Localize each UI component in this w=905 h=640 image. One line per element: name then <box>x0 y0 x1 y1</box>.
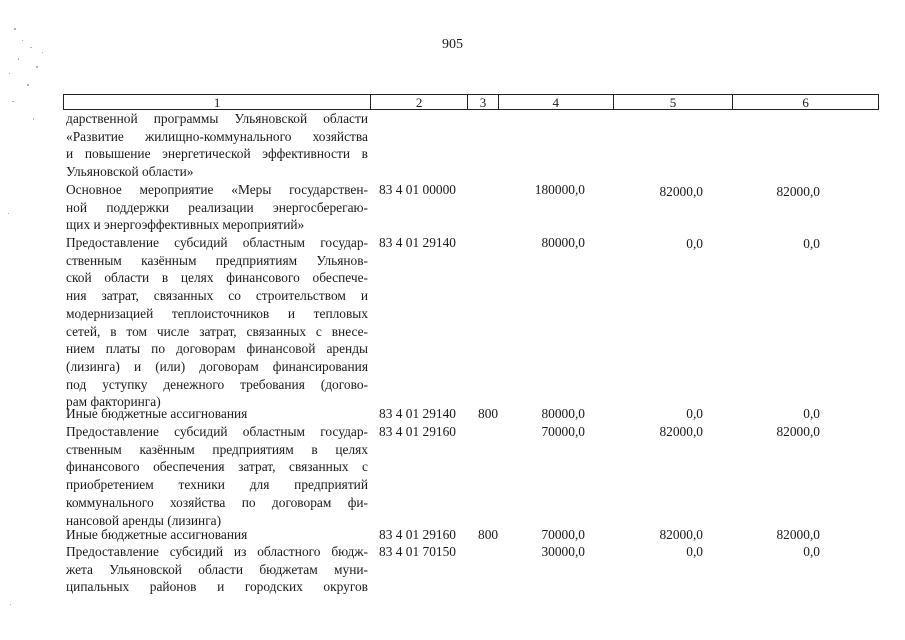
header-col-2: 2 <box>371 95 468 109</box>
description-line: ственным казённым предприятиям Ульянов- <box>66 252 368 268</box>
description-line: щих и энергоэффективных мероприятий» <box>66 217 305 233</box>
description-line: сетей, в том числе затрат, связанных с внесе- <box>66 323 368 339</box>
row-type: 800 <box>478 406 499 421</box>
description-line: ной поддержки реализации энергосберегаю- <box>66 199 368 215</box>
description-line: Предоставление субсидий областным государ- <box>66 235 368 250</box>
header-col-4: 4 <box>499 95 614 109</box>
description-line: рам факторинга) <box>66 394 161 410</box>
row-value-col6: 0,0 <box>803 236 820 251</box>
row-value-col4: 70000,0 <box>541 527 585 542</box>
row-description <box>66 526 368 544</box>
row-description <box>66 110 368 181</box>
description-line: Ульяновской области» <box>66 164 194 180</box>
row-value-col5: 82000,0 <box>659 424 703 439</box>
row-value-col4: 30000,0 <box>541 544 585 559</box>
description-line: ципальных районов и городских округов <box>66 579 368 595</box>
description-line: Предоставление субсидий из областного бюдж- <box>66 544 368 559</box>
description-line: Основное мероприятие «Меры государствен- <box>66 182 368 197</box>
row-value-col6: 82000,0 <box>776 424 820 439</box>
header-col-1: 1 <box>64 95 371 109</box>
description-line: нансовой аренды (лизинга) <box>66 512 222 528</box>
row-value-col5: 82000,0 <box>659 184 703 199</box>
header-col-6: 6 <box>802 95 809 110</box>
description-line: приобретением техники для предприятий <box>66 477 368 493</box>
row-value-col5: 0,0 <box>686 236 703 251</box>
row-value-col6: 82000,0 <box>776 184 820 199</box>
row-value-col4: 80000,0 <box>541 406 585 421</box>
row-code: 83 4 01 29160 <box>379 527 456 542</box>
row-code: 83 4 01 29140 <box>379 235 456 250</box>
description-line: жета Ульяновской области бюджетам муни- <box>66 561 368 577</box>
description-line: Иные бюджетные ассигнования <box>66 406 248 421</box>
row-value-col5: 0,0 <box>686 544 703 559</box>
row-description <box>66 181 368 234</box>
description-line: дарственной программы Ульяновской области <box>66 111 368 126</box>
row-value-col4: 70000,0 <box>541 424 585 439</box>
row-type: 800 <box>478 527 499 542</box>
row-description <box>66 543 368 596</box>
description-line: финансового обеспечения затрат, связанных с <box>66 459 368 475</box>
row-description <box>66 405 368 423</box>
header-col-5: 5 <box>614 95 734 109</box>
description-line: модернизацией теплоисточников и тепловых <box>66 305 368 321</box>
description-line: ния затрат, связанных со строительством и <box>66 288 368 304</box>
row-value-col4: 80000,0 <box>541 235 585 250</box>
description-line: (лизинга) и (или) договорам финансирования <box>66 358 368 374</box>
row-description <box>66 423 368 529</box>
row-code: 83 4 01 00000 <box>379 182 456 197</box>
row-value-col6: 0,0 <box>803 406 820 421</box>
row-code: 83 4 01 29160 <box>379 424 456 439</box>
row-value-col5: 0,0 <box>686 406 703 421</box>
page-number: 905 <box>442 37 463 52</box>
row-code: 83 4 01 70150 <box>379 544 456 559</box>
row-code: 83 4 01 29140 <box>379 406 456 421</box>
row-value-col6: 82000,0 <box>776 527 820 542</box>
row-description <box>66 234 368 411</box>
table-header <box>63 94 879 110</box>
row-value-col4: 180000,0 <box>534 182 585 197</box>
description-line: ственным казённым предприятиям в целях <box>66 441 368 457</box>
description-line: Предоставление субсидий областным государ- <box>66 424 368 439</box>
description-line: нием платы по договорам финансовой аренды <box>66 341 368 357</box>
row-value-col6: 0,0 <box>803 544 820 559</box>
description-line: Иные бюджетные ассигнования <box>66 527 248 542</box>
description-line: ской области в целях финансового обеспече- <box>66 270 368 286</box>
description-line: под уступку денежного требования (догово- <box>66 376 368 392</box>
header-col-3: 3 <box>468 95 499 109</box>
row-value-col5: 82000,0 <box>659 527 703 542</box>
description-line: коммунального хозяйства по договорам фи- <box>66 494 368 510</box>
description-line: «Развитие жилищно-коммунального хозяйства <box>66 128 368 144</box>
description-line: и повышение энергетической эффективности в <box>66 146 368 162</box>
